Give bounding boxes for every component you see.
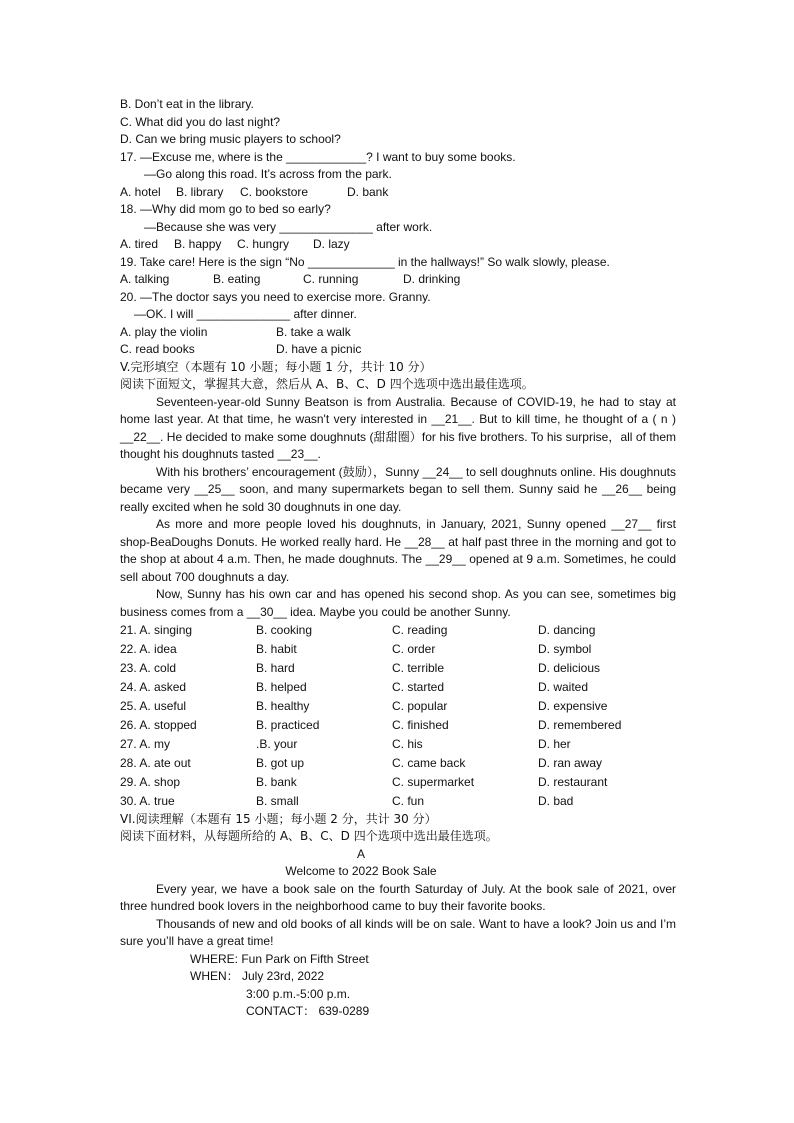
section-5-instructions: 阅读下面短文，掌握其大意，然后从 A、B、C、D 四个选项中选出最佳选项。 (120, 377, 534, 391)
cloze-paragraph-3: As more and more people loved his doughnuts, in January, 2021, Sunny opened __27__ first shop-BeaDoughs Donuts. He worked really hard. He __28__ at half past three in the morning and got to the shop at about 4 a.m. Then, he made doughnuts. The __29__ opened at 9 a.m. Sometimes, he could sell about 700 doughnuts a day. (120, 517, 676, 584)
question-20: 20. —The doctor says you need to exercise more. Granny. (120, 289, 431, 304)
cloze-option: D. bad (538, 794, 574, 808)
cloze-option: D. dancing (538, 623, 596, 637)
cloze-option: 26. A. stopped (120, 718, 197, 732)
question-19: 19. Take care! Here is the sign “No _____________ in the hallways!” So walk slowly, please. (120, 254, 610, 269)
cloze-option: C. finished (392, 718, 449, 732)
cloze-option: B. healthy (256, 699, 310, 713)
option: B. library (176, 184, 224, 199)
option: D. have a picnic (276, 342, 362, 356)
cloze-option: D. restaurant (538, 775, 608, 789)
cloze-option: 21. A. singing (120, 623, 193, 637)
cloze-option: .B. your (256, 737, 298, 751)
question-18-options (120, 236, 676, 254)
passage-label: A (356, 846, 365, 861)
cloze-option: D. delicious (538, 661, 601, 675)
question-20-answer: —OK. I will ______________ after dinner. (134, 307, 357, 321)
option-c-line: C. What did you do last night? (120, 114, 281, 129)
cloze-paragraph-1: Seventeen-year-old Sunny Beatson is from Australia. Because of COVID-19, he had to stay at home last year. At that time, he wasn't very interested in __21__. But to kill time, he thought of a ( n ) __22__. He decided to make some doughnuts (甜甜圈）for his five brothers. To his surprise，all of them thought his doughnuts tasted __23__. (120, 394, 676, 461)
question-18: 18. —Why did mom go to bed so early? (120, 202, 331, 216)
sale-where: WHERE: Fun Park on Fifth Street (190, 951, 369, 966)
cloze-option: D. expensive (538, 699, 608, 713)
option: B. take a walk (276, 324, 351, 339)
cloze-option: C. his (392, 737, 423, 751)
cloze-option: 30. A. true (120, 794, 175, 808)
section-6-title: VI.阅读理解（本题有 15 小题；每小题 2 分，共计 30 分） (120, 811, 437, 826)
cloze-option: 29. A. shop (120, 775, 181, 789)
option: A. talking (120, 272, 170, 286)
cloze-option: C. supermarket (392, 775, 475, 789)
option: A. hotel (120, 184, 161, 199)
question-20-options-row2 (120, 341, 676, 359)
cloze-option: 24. A. asked (120, 680, 187, 694)
exam-page (120, 96, 676, 1021)
option: C. bookstore (240, 184, 309, 199)
cloze-option: D. her (538, 737, 571, 751)
cloze-option: D. waited (538, 680, 589, 694)
question-20-options-row1 (120, 324, 676, 342)
cloze-option: 25. A. useful (120, 699, 187, 713)
cloze-option: D. remembered (538, 718, 622, 732)
cloze-option: B. cooking (256, 623, 313, 637)
cloze-option: C. order (392, 642, 436, 656)
question-19-options (120, 271, 676, 289)
passage-heading: Welcome to 2022 Book Sale (285, 864, 437, 878)
cloze-option: B. small (256, 794, 299, 808)
cloze-option: B. habit (256, 642, 297, 656)
option: C. running (303, 272, 359, 286)
cloze-option: B. practiced (256, 718, 320, 732)
cloze-options-grid (120, 622, 676, 811)
cloze-option: 27. A. my (120, 737, 171, 751)
cloze-option: D. symbol (538, 642, 592, 656)
question-17: 17. —Excuse me, where is the ____________? I want to buy some books. (120, 149, 516, 164)
cloze-option: B. bank (256, 775, 297, 789)
option: A. play the violin (120, 324, 208, 339)
option-d-line: D. Can we bring music players to school? (120, 132, 341, 146)
cloze-option: C. popular (392, 699, 448, 713)
cloze-option: C. reading (392, 623, 448, 637)
cloze-paragraph-4: Now, Sunny has his own car and has opened his second shop. As you can see, sometimes big business comes from a __30__ idea. Maybe you could be another Sunny. (120, 587, 676, 619)
question-17-options (120, 184, 676, 202)
option: B. eating (213, 272, 261, 286)
sale-contact: CONTACT： 639-0289 (246, 1004, 370, 1018)
cloze-option: D. ran away (538, 756, 603, 770)
cloze-option: 28. A. ate out (120, 756, 191, 770)
section-6-instructions: 阅读下面材料，从每题所给的 A、B、C、D 四个选项中选出最佳选项。 (120, 829, 498, 843)
reading-paragraph-1: Every year, we have a book sale on the fourth Saturday of July. At the book sale of 2021, over three hundred book lovers in the neighborhood came to buy their favorite books. (120, 881, 676, 913)
reading-paragraph-2: Thousands of new and old books of all kinds will be on sale. Want to have a look? Join us and I’m sure you’ll have a great time! (120, 916, 676, 948)
cloze-option: C. came back (392, 756, 466, 770)
cloze-paragraph-2: With his brothers’ encouragement (鼓励），Sunny __24__ to sell doughnuts online. His doughnuts became very __25__ soon, and many supermarkets began to sell them. Sunny said he __26__ being really excited when he sold 30 doughnuts in one day. (120, 464, 676, 514)
cloze-option: C. terrible (392, 661, 445, 675)
option: D. bank (347, 184, 389, 199)
cloze-option: C. started (392, 680, 445, 694)
section-5-title: V.完形填空（本题有 10 小题；每小题 1 分，共计 10 分） (120, 359, 432, 374)
option: B. happy (174, 237, 222, 251)
cloze-option: B. helped (256, 680, 307, 694)
question-18-answer: —Because she was very ______________ after work. (144, 219, 433, 234)
option: A. tired (120, 237, 159, 251)
sale-when: WHEN： July 23rd, 2022 (190, 969, 325, 983)
cloze-option: B. hard (256, 661, 295, 675)
cloze-option: B. got up (256, 756, 305, 770)
cloze-option: C. fun (392, 794, 425, 808)
option-b-line: B. Don’t eat in the library. (120, 97, 254, 111)
sale-time: 3:00 p.m.-5:00 p.m. (246, 986, 351, 1001)
option: C. hungry (237, 237, 290, 251)
cloze-option: 22. A. idea (120, 642, 177, 656)
option: D. drinking (403, 272, 461, 286)
cloze-option: 23. A. cold (120, 661, 177, 675)
option: D. lazy (313, 237, 350, 251)
question-17-answer: —Go along this road. It’s across from the park. (144, 167, 392, 181)
option: C. read books (120, 342, 195, 356)
